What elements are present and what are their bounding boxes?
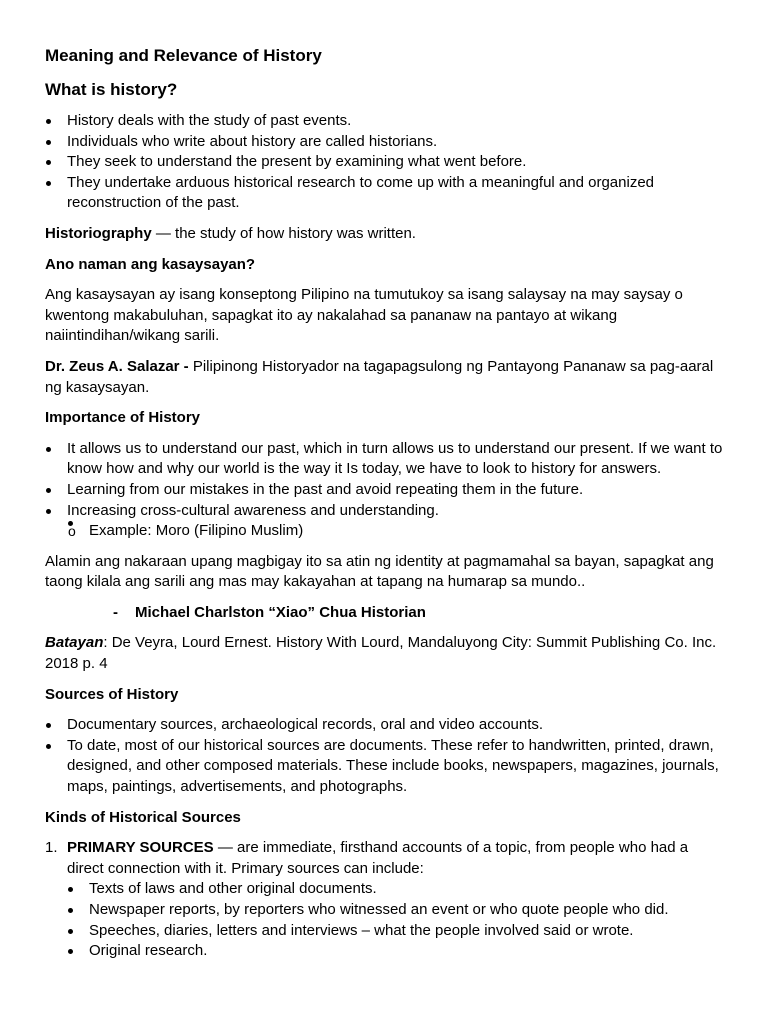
quote-attribution — [113, 603, 725, 624]
intro-bullet-list — [45, 111, 725, 214]
salazar-text: Pilipinong Historyador na tagapagsulong ng Pantayong Pananaw sa pag-aaral ng kasaysayan. — [45, 357, 714, 396]
sub-list-item: o Example: Moro (Filipino Muslim) — [67, 521, 725, 542]
importance-heading: Importance of History — [45, 409, 201, 427]
batayan-reference — [45, 633, 725, 674]
numbered-item-primary-sources — [45, 838, 725, 962]
list-item: To date, most of our historical sources are documents. These refer to handwritten, printed, drawn, designed, and other composed materials. These include books, newspapers, magazines, journals, maps, paintings, advertisements, and photographs. — [45, 736, 725, 798]
list-item: Learning from our mistakes in the past and avoid repeating them in the future. — [45, 480, 725, 501]
section-heading-what-is-history: What is history? — [45, 80, 178, 99]
salazar-name: Dr. Zeus A. Salazar - — [45, 357, 189, 375]
salazar-paragraph — [45, 357, 725, 398]
historiography-text: — the study of how history was written. — [151, 224, 416, 242]
historiography-definition — [45, 224, 725, 245]
list-item: Speeches, diaries, letters and interviews – what the people involved said or wrote. — [67, 921, 725, 942]
kinds-numbered-list — [45, 838, 725, 962]
ano-heading: Ano naman ang kasaysayan? — [45, 255, 256, 273]
list-item: Individuals who write about history are called historians. — [45, 132, 725, 153]
document-page — [45, 45, 725, 962]
batayan-label: Batayan — [45, 634, 104, 652]
item-number: 1. — [45, 839, 58, 857]
kinds-heading: Kinds of Historical Sources — [45, 808, 241, 826]
importance-sub-list — [67, 521, 725, 542]
alamin-paragraph: Alamin ang nakaraan upang magbigay ito sa atin ng identity at pagmamahal sa bayan, sapagkat ang taong kilala ang sarili ang mas may kakayahan at tapang na humarap sa mundo.. — [45, 552, 714, 591]
list-item: History deals with the study of past events. — [45, 111, 725, 132]
list-item-text: Increasing cross-cultural awareness and understanding. — [67, 501, 439, 519]
list-item — [45, 501, 725, 542]
list-item: Newspaper reports, by reporters who witnessed an event or who quote people who did. — [67, 900, 725, 921]
list-item: It allows us to understand our past, which in turn allows us to understand our present. If we want to know how and why our world is the way it Is today, we have to look to history for answers. — [45, 439, 725, 480]
document-title: Meaning and Relevance of History — [45, 46, 322, 65]
list-item: They seek to understand the present by examining what went before. — [45, 152, 725, 173]
primary-sources-term: PRIMARY SOURCES — [67, 839, 214, 857]
ano-paragraph: Ang kasaysayan ay isang konseptong Pilipino na tumutukoy sa isang salaysay na may saysay o kwentong makabuluhan, sapagkat ito ay nakalahad sa pananaw na pantayo at wikang naiintindihan/wikang sarili. — [45, 286, 683, 345]
attribution-name: Michael Charlston “Xiao” Chua Historian — [135, 603, 426, 621]
list-item: Documentary sources, archaeological records, oral and video accounts. — [45, 715, 725, 736]
list-item: Original research. — [67, 941, 725, 962]
sources-bullet-list — [45, 715, 725, 797]
list-item: Texts of laws and other original documents. — [67, 879, 725, 900]
batayan-text: : De Veyra, Lourd Ernest. History With Lourd, Mandaluyong City: Summit Publishing Co. Inc. 2018 p. 4 — [45, 634, 717, 673]
historiography-term: Historiography — [45, 224, 152, 242]
importance-bullet-list — [45, 439, 725, 542]
primary-sources-list — [67, 879, 725, 961]
sources-heading: Sources of History — [45, 685, 179, 703]
primary-sources-text: — are immediate, firsthand accounts of a topic, from people who had a direct connection with it. Primary sources can include: — [67, 839, 689, 877]
list-item: They undertake arduous historical research to come up with a meaningful and organized reconstruction of the past. — [45, 173, 725, 214]
attribution-dash: - — [113, 603, 118, 621]
